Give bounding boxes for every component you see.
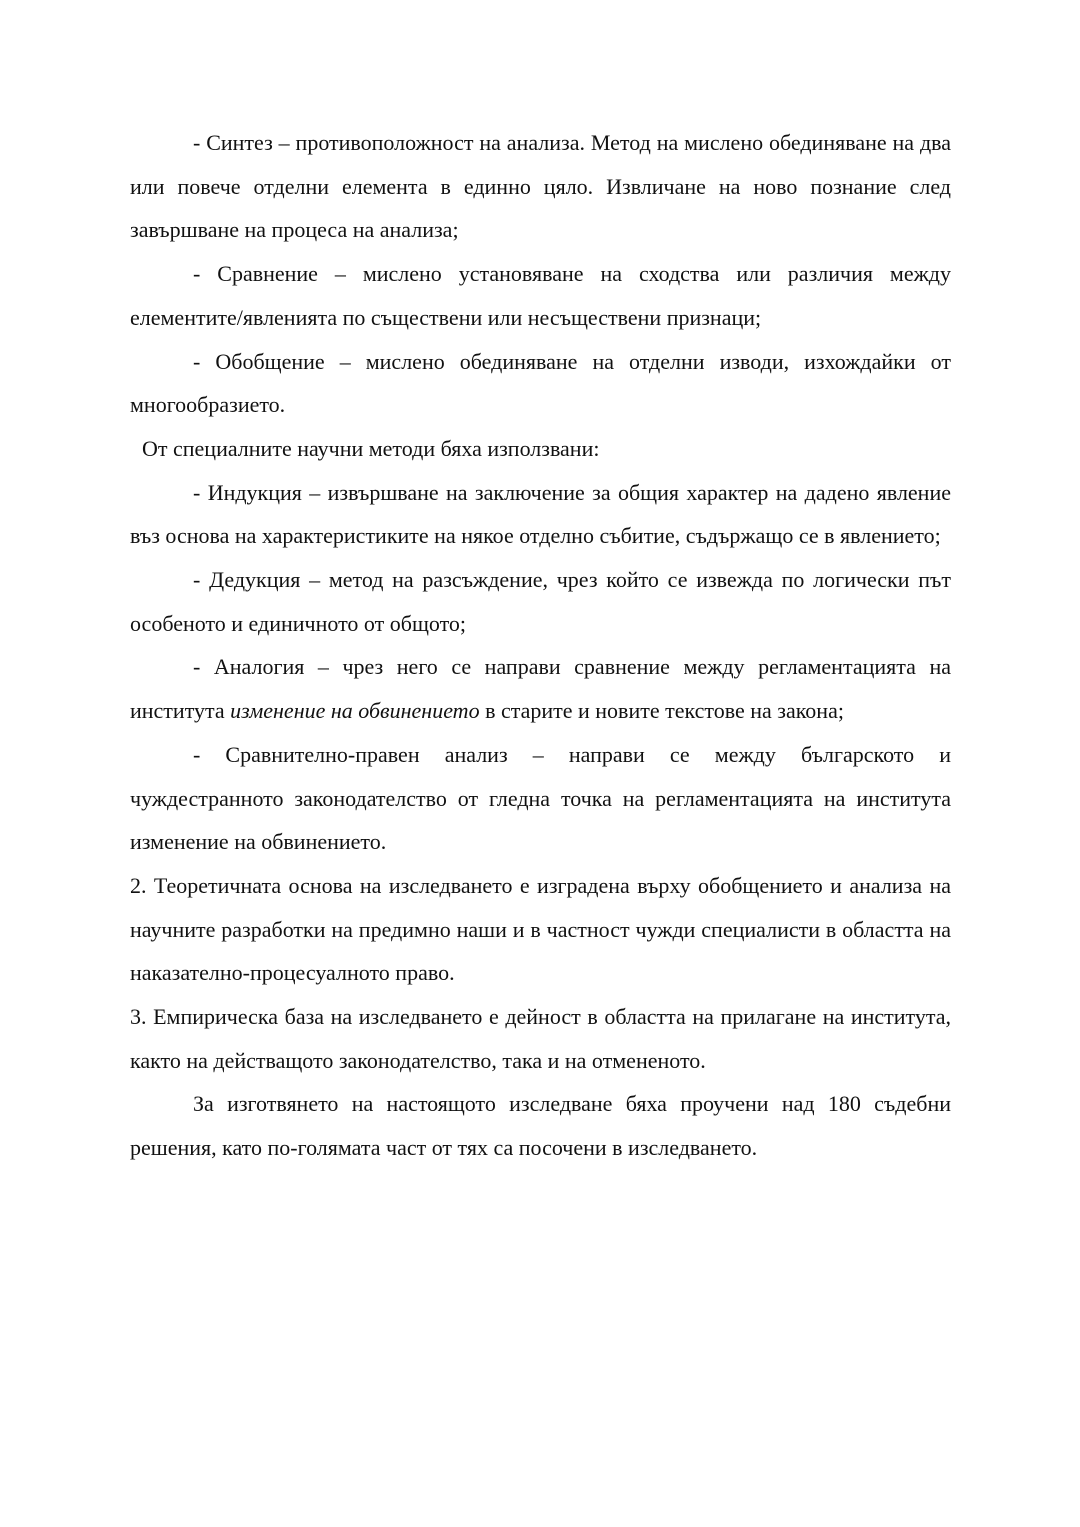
analogy-text-before: - Аналогия – чрез него се направи сравнение между регламентацията на института [130,654,951,724]
paragraph-induction: - Индукция – извършване на заключение за общия характер на дадено явление въз основа на характеристиките на някое отделно събитие, съдържащо се в явлението; [130,479,951,549]
analogy-emphasis: изменение на обвинението [230,698,480,724]
paragraph-generalization: - Обобщение – мислено обединяване на отделни изводи, изхождайки от многообразието. [130,348,951,418]
document-page [130,121,951,1170]
paragraph-comparative-legal: - Сравнително-правен анализ – направи се между българското и чуждестранното законодателство от гледна точка на регламентацията на института изменение на обвинението. [130,741,951,855]
paragraph-synthesis: - Синтез – противоположност на анализа. Метод на мислено обединяване на два или повече отделни елемента в единно цяло. Извличане на ново познание след завършване на процеса на анализа; [130,130,951,243]
paragraph-empirical-basis: 3. Емпирическа база на изследването е дейност в областта на прилагане на института, както на действащото законодателство, така и на отмененото. [130,1004,951,1073]
paragraph-analogy [130,645,951,732]
analogy-text-after: в старите и новите текстове на закона; [479,698,844,724]
paragraph-comparison: - Сравнение – мислено установяване на сходства или различия между елементите/явленията по съществени или несъществени признаци; [130,261,951,330]
paragraph-theoretical-basis: 2. Теоретичната основа на изследването е изградена върху обобщението и анализа на научните разработки на предимно наши и в частност чужди специалисти в областта на наказателно-процесуалното право. [130,872,951,986]
paragraph-special-methods-intro: От специалните научни методи бяха използвани: [142,435,600,461]
paragraph-deduction: - Дедукция – метод на разсъждение, чрез който се извежда по логически път особеното и единичното от общото; [130,567,951,636]
paragraph-court-decisions: За изготвянето на настоящото изследване бяха проучени над 180 съдебни решения, като по-голямата част от тях са посочени в изследването. [130,1091,951,1161]
